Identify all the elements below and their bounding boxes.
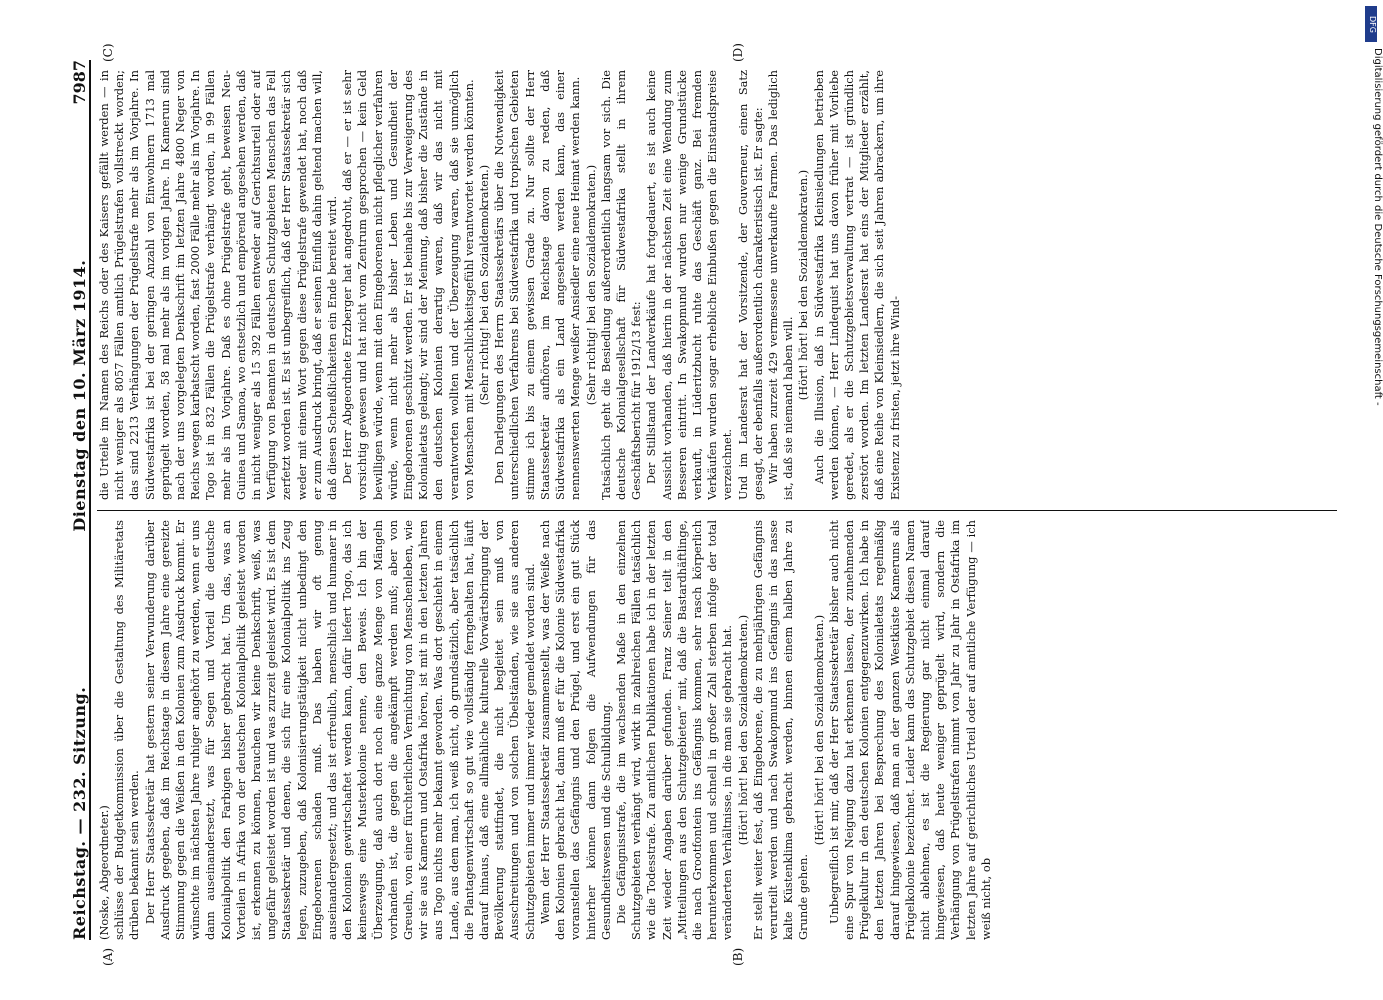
marker-c: (C) — [101, 43, 115, 62]
left-column-paragraph: (Hört! hört! bei den Sozialdemokraten.) — [811, 614, 826, 846]
header-left: Reichstag. — 232. Sitzung. — [70, 686, 89, 940]
right-column-paragraph: Tatsächlich geht die Besiedlung außerordentlich langsam vor sich. Die deutsche Kolonialgesellschaft für Südwestafrika stellt in ihrem Geschäftsbericht für 1912/13 fest: — [598, 70, 644, 500]
left-column-paragraph: Wenn der Herr Staatssekretär zusammenstellt, was der Weiße nach den Kolonien gebracht hat, dann muß er für die Kolonie Südwestafrika voranstellen das Gefängnis und den Prügel, und erst ein gut Stück hinterher können dann folgen die Aufwendungen für das Gesundheitswesen und die Schulbildung. — [537, 520, 613, 940]
left-column-paragraph: Die Gefängnisstrafe, die im wachsenden Maße in den einzelnen Schutzgebieten verhängt wird, wirkt in zahlreichen Fällen tatsächlich wie die Todesstrafe. Zu amtlichen Publikationen habe ich in der letzten Zeit wieder Angaben darüber gefunden. Franz Seiner teilt in den „Mitteilungen aus den Schutzgebieten“ mit, daß die Bastardhäftlinge, die nach Grootfontein ins Gefängnis kommen, sehr rasch körperlich herunterkommen und schnell in großer Zahl sterben infolge der total veränderten Verhältnisse, in die man sie gebracht hat. — [613, 520, 735, 940]
right-column-paragraph: Und im Landesrat hat der Vorsitzende, der Gouverneur, einen Satz gesagt, der ebenfalls außerordentlich charakteristisch ist. Er sagte: — [735, 70, 765, 500]
right-column-paragraph: Den Darlegungen des Herrn Staatssekretärs über die Notwendigkeit unterschiedlichen Verfahrens bei Südwestafrika und tropischen Gebieten stimme ich bis zu einem gewissen Grade zu. Nur sollte der Herr Staatssekretär aufhören, im Reichstage davon zu reden, daß Südwestafrika als ein Land angesehen werden kann, das einer nennenswerten Menge weißer Ansiedler eine neue Heimat werden kann. — [492, 70, 583, 500]
marker-d: (D) — [731, 43, 745, 62]
right-column-paragraph: Der Stillstand der Landverkäufe hat fortgedauert, es ist auch keine Aussicht vorhanden, daß hierin in der nächsten Zeit eine Wendung zum Besseren eintritt. In Swakopmund wurden nur wenige Grundstücke verkauft, in Lüderitzbucht ruhte das Geschäft ganz. Bei fremden Verkäufen wurden sogar erhebliche Einbußen gegen die Einstandspreise verzeichnet. — [644, 70, 735, 500]
left-column-paragraph: Der Herr Staatssekretär hat gestern seiner Verwunderung darüber Ausdruck gegeben, daß im Reichstage in diesem Jahre eine gereizte Stimmung gegen die Weißen in den Kolonien zum Ausdruck kommt. Er wünschte im nächsten Jahre ruhiger angehört zu werden, wenn er uns dann auseinandersetzt, was für Segen und Vorteil die deutsche Kolonialpolitik den Farbigen bisher gebracht hat. Um das, was an Vorteilen in Afrika von der deutschen Kolonialpolitik geleistet worden ist, erkennen zu können, brauchen wir keine Denkschrift, weiß, was ungefähr geleistet worden ist und was zurzeit geleistet wird. Es ist dem Staatssekretär und denen, die sich für eine Kolonialpolitik ins Zeug legen, zuzugeben, daß Kolonisierungstätigkeit nicht unbedingt den Eingeborenen schaden muß. Das haben wir oft genug auseinandergesetzt; und das ist erfreulich, menschlich und humaner in den Kolonien gewirtschaftet werden kann, dafür liefert Togo, das ich keineswegs eine Musterkolonie nenne, den Beweis. Ich bin der Überzeugung, daß auch dort noch eine ganze Menge von Mängeln vorhanden ist, die gegen die angekämpft werden muß; aber von Greueln, von einer fürchterlichen Vernichtung von Menschenleben, wie wir sie aus Kamerun und Ostafrika hören, ist mit in den letzten Jahren aus Togo nichts mehr bekannt geworden. Was dort geschieht in einem Lande, aus dem man, ich weiß nicht, ob grundsätzlich, aber tatsächlich die Plantagenwirtschaft so gut wie vollständig ferngehalten hat, läuft darauf hinaus, daß eine allmähliche kulturelle Vorwärtsbringung der Bevölkerung stattfindet, die nicht begleitet sein muß von Ausschreitungen und von solchen Übelständen, wie sie aus anderen Schutzgebieten immer und immer wieder gemeldet worden sind. — [142, 520, 537, 940]
left-column-paragraph: Er stellt weiter fest, daß Eingeborene, die zu mehrjährigen Gefängnis verurteilt werden und nach Swakopmund ins Gefängnis in das nasse kalte Küstenklima gebracht werden, binnen einem halben Jahre zu Grunde gehen. — [750, 520, 811, 940]
marker-a: (A) — [101, 947, 115, 966]
digitization-note: Digitalisierung gefördert durch die Deutsche Forschungsgemeinschaft - — [1372, 48, 1383, 406]
marker-b: (B) — [731, 947, 745, 966]
right-column-paragraph: die Urteile im Namen des Reichs oder des Kaisers gefällt werden — in nicht weniger als 8057 Fällen amtlich Prügelstrafen vollstreckt worden; das sind 2213 Verhängungen der Prügelstrafe mehr als im Vorjahre. In Südwestafrika ist bei der geringen Anzahl von Einwohnern 1713 mal geprügelt worden, 58 mal mehr als im vorigen Jahre. In Kamerun sind nach der uns vorgelegten Denkschrift im letzten Jahre 4800 Neger von Reichs wegen karbatscht worden, fast 2000 Fälle mehr als im Vorjahre. In Togo ist in 832 Fällen die Prügelstrafe verhängt worden, in 99 Fällen mehr als im Vorjahre. Daß es ohne Prügelstrafe geht, beweisen Neu-Guinea und Samoa, wo entsetzlich und empörend angesehen werden, daß in nicht weniger als 15 392 Fällen entweder auf Gerichtsurteil oder auf Verfügung von Beamten in deutschen Schutzgebieten Menschen das Fell zerfetzt worden ist. Es ist unbegreiflich, daß der Herr Staatssekretär sich weder mit einem Wort gegen diese Prügelstrafe gewendet hat, noch daß er zum Ausdruck bringt, daß er seinen Einfluß dahin geltend machen will, daß diesen Scheußlichkeiten ein Ende bereitet wird. — [97, 70, 340, 500]
column-divider — [97, 510, 1337, 511]
right-column-paragraph: (Hört! hört! bei den Sozialdemokraten.) — [796, 169, 811, 401]
page-number: 7987 — [70, 60, 89, 105]
page-header — [59, 60, 91, 940]
left-column — [97, 520, 1337, 940]
left-column-paragraph: schlüsse der Budgetkommission über die Gestaltung des Militäretats drüben bekannt sein werden. — [112, 520, 142, 940]
right-column-paragraph: Auch die Illusion, daß in Südwestafrika Kleinsiedlungen betrieben werden können, — Herr Lindequist hat uns davon früher mit Vorliebe geredet, als er die Schutzgebietsverwaltung vertrat — ist gründlich zerstört worden. Im letzten Landesrat hat eins der Mitglieder erzählt, daß eine Reihe von Kleinsiedlern, die sich seit Jahren abrackern, um ihre Existenz zu fristen, jetzt ihre Wind- — [811, 70, 902, 500]
right-column-paragraph: Der Herr Abgeordnete Erzberger hat angedroht, daß er — er ist sehr vorsichtig gewesen und hat nicht vom Zentrum gesprochen — kein Geld bewilligen würde, wenn mit den Eingeborenen nicht pfleglicher verfahren würde, wenn nicht mehr als bisher Leben und Gesundheit der Eingeborenen geschützt werden. Er ist beinahe bis zur Verweigerung des Kolonialetats gelangt; wir sind der Meinung, daß bisher die Zustände in den deutschen Kolonien derartig waren, daß wir das nicht mit verantworten wollten und der Überzeugung waren, daß sie unmöglich von Menschen mit Menschlichkeitsgefühl verantwortet werden könnten. — [340, 70, 476, 500]
dfg-logo: DFG — [1365, 6, 1377, 42]
right-column-paragraph: (Sehr richtig! bei den Sozialdemokraten.) — [477, 164, 492, 406]
left-column-paragraph: Unbegreiflich ist mir, daß der Herr Staatssekretär bisher auch nicht eine Spur von Neigung dazu hat erkennen lassen, der zunehmenden Prügelkultur in den deutschen Kolonien entgegenzuwirken. Ich habe in den letzten Jahren bei Besprechung des Kolonialetats regelmäßig darauf hingewiesen, daß man an der ganzen Westküste Kameruns als Prügelkolonie bezeichnet. Leider kann das Schutzgebiet diesen Namen nicht ablehnen, es ist die Regierung gar nicht einmal darauf hingewiesen, daß heute weniger geprügelt wird, sondern die Verhängung von Prügelstrafen nimmt von Jahr zu Jahr in Ostafrika im letzten Jahre auf gerichtliches Urteil oder auf amtliche Verfügung — ich weiß nicht, ob — [826, 520, 993, 940]
right-column — [97, 70, 1337, 500]
right-column-paragraph: (Sehr richtig! bei den Sozialdemokraten.) — [583, 164, 598, 406]
right-column-paragraph: Wir haben zurzeit 429 vermessene unverkaufte Farmen. Das lediglich ist, daß sie niemand haben will. — [765, 70, 796, 500]
document-page — [31, 30, 1351, 970]
left-column-paragraph: (Noske, Abgeordneter.) — [97, 805, 111, 940]
header-date: Dienstag den 10. März 1914. — [70, 259, 89, 532]
left-column-paragraph: (Hört! hört! bei den Sozialdemokraten.) — [735, 614, 750, 846]
